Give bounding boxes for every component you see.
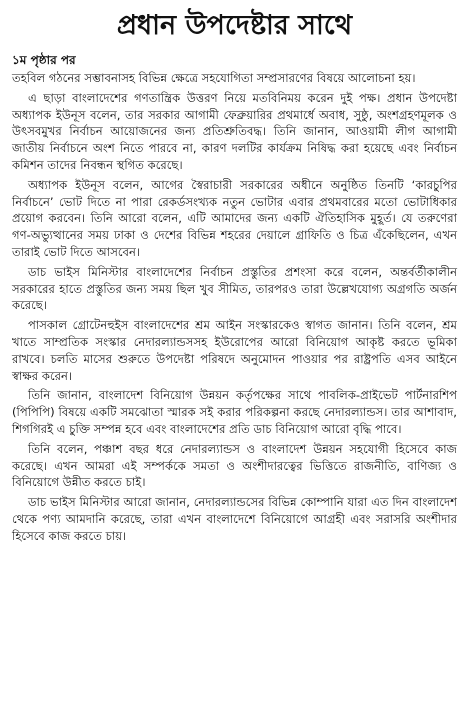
article-paragraph-8: ডাচ ভাইস মিনিস্টার আরো জানান, নেদারল্যান্ডসের বিভিন্ন কোম্পানি যারা এত দিন বাংলাদেশ থেকে পণ্য আমদানি করেছে, তারা এখন বাংলাদেশে বিনিয়োগে আগ্রহী এবং সরাসরি অংশীদার হিসেবে কাজ করতে চায়। xyxy=(12,495,457,543)
article-paragraph-7: তিনি বলেন, পঞ্চাশ বছর ধরে নেদারল্যান্ডস ও বাংলাদেশ উন্নয়ন সহযোগী হিসেবে কাজ করেছে। এখন আমরা এই সম্পর্ককে সমতা ও অংশীদারত্বের ভিত্তিতে রাজনীতি, বাণিজ্য ও বিনিয়োগে উন্নীত করতে চাই। xyxy=(12,441,457,490)
article-paragraph-5: পাসকাল গ্রোটেনহুইস বাংলাদেশের শ্রম আইন সংস্কারকেও স্বাগত জানান। তিনি বলেন, শ্রম খাতে সাম্প্রতিক সংস্কার নেদারল্যান্ডসসহ ইউরোপের আরো বিনিয়োগ আকৃষ্ট করতে ভূমিকা রাখবে। চলতি মাসের শুরুতে উপদেষ্টা পরিষদে অনুমোদন পাওয়ার পর রাষ্ট্রপতি এসব আইনে স্বাক্ষর করেন। xyxy=(12,318,457,383)
article-paragraph-6: তিনি জানান, বাংলাদেশ বিনিয়োগ উন্নয়ন কর্তৃপক্ষের সাথে পাবলিক-প্রাইভেট পার্টনারশিপ (পিপিপি) বিষয়ে একটি সমঝোতা স্মারক সই করার পরিকল্পনা করছে নেদারল্যান্ডস। তার আশাবাদ, শিগগিরই এ চুক্তি সম্পন্ন হবে এবং বাংলাদেশের প্রতি ডাচ বিনিয়োগ আরো বৃদ্ধি পাবে। xyxy=(12,388,457,436)
article-headline: প্রধান উপদেষ্টার সাথে xyxy=(116,10,353,41)
continued-from-label: ১ম পৃষ্ঠার পর xyxy=(12,53,76,67)
article-body xyxy=(12,70,457,545)
article-paragraph-2: এ ছাড়া বাংলাদেশের গণতান্ত্রিক উত্তরণ নিয়ে মতবিনিময় করেন দুই পক্ষ। প্রধান উপদেষ্টা অধ্যাপক ইউনূস বলেন, তার সরকার আগামী ফেব্রুয়ারির প্রথমার্ধে অবাধ, সুষ্ঠু, অংশগ্রহণমূলক ও উৎসবমুখর নির্বাচন আয়োজনের জন্য প্রতিশ্রুতিবদ্ধ। তিনি জানান, আওয়ামী লীগ আগামী জাতীয় নির্বাচনে অংশ নিতে পারবে না, কারণ দলটির কার্যক্রম নিষিদ্ধ করা হয়েছে এবং নির্বাচন কমিশন তাদের নিবন্ধন স্থগিত করেছে। xyxy=(12,90,457,172)
article-paragraph-1: তহবিল গঠনের সম্ভাবনাসহ বিভিন্ন ক্ষেত্রে সহযোগিতা সম্প্রসারণের বিষয়ে আলোচনা হয়। xyxy=(12,71,416,85)
article-paragraph-3: অধ্যাপক ইউনূস বলেন, আগের স্বৈরাচারী সরকারের অধীনে অনুষ্ঠিত তিনটি ‘কারচুপির নির্বাচনে’ ভোট দিতে না পারা রেকর্ডসংখ্যক নতুন ভোটার এবার প্রথমবারের মতো ভোটাধিকার প্রয়োগ করবেন। তিনি আরো বলেন, এটি আমাদের জন্য একটি ঐতিহাসিক মুহূর্ত। যে তরুণেরা গণ-অভ্যুত্থানের সময় ঢাকা ও দেশের বিভিন্ন শহরের দেয়ালে গ্রাফিতি ও চিত্র এঁকেছিলেন, এখন তারাই ভোট দিতে আসবেন। xyxy=(12,177,457,259)
article-paragraph-4: ডাচ ভাইস মিনিস্টার বাংলাদেশের নির্বাচন প্রস্তুতির প্রশংসা করে বলেন, অন্তর্বর্তীকালীন সরকারের হাতে প্রস্তুতির জন্য সময় ছিল খুব সীমিত, তারপরও তারা উল্লেখযোগ্য অগ্রগতি অর্জন করেছে। xyxy=(12,264,457,313)
